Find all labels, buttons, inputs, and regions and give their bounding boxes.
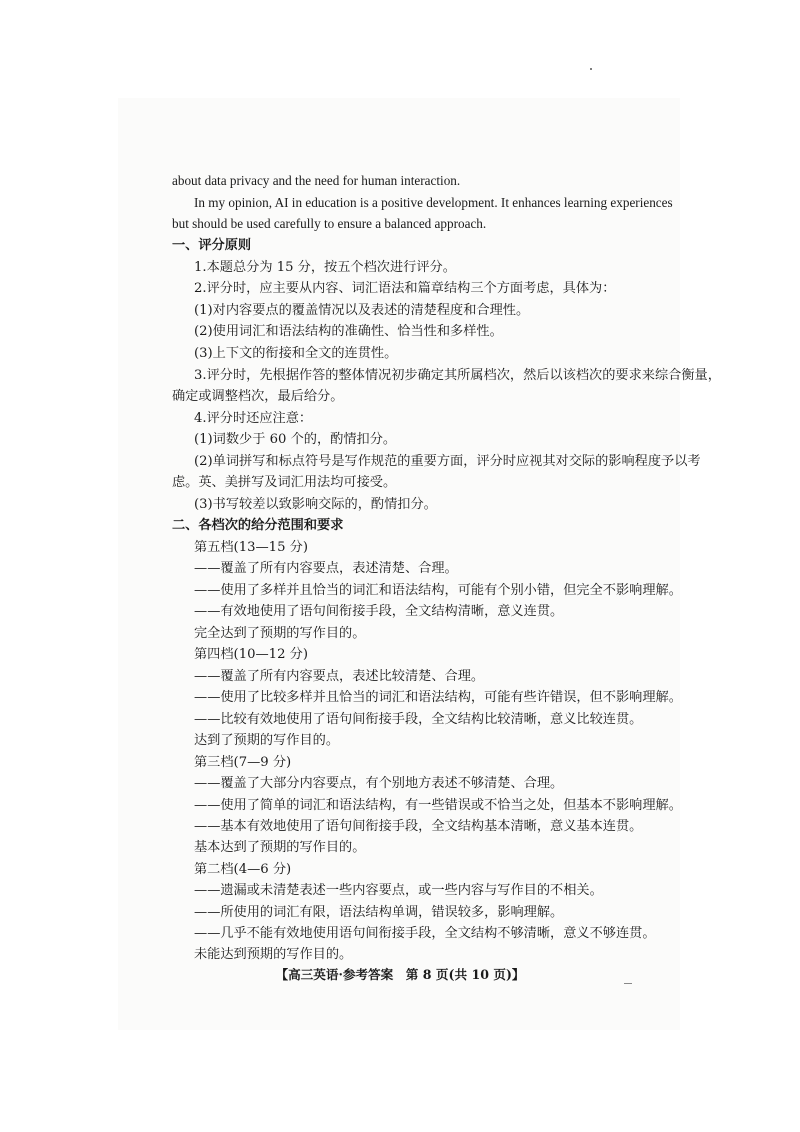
rule-4-item-3: (3)书写较差以致影响交际的，酌情扣分。: [194, 497, 437, 512]
grade-4-title: 第四档(10—12 分): [194, 647, 308, 662]
page-footer: 【高三英语·参考答案 第 8 页(共 10 页)】: [275, 967, 525, 982]
grade-4-line-1: ——覆盖了所有内容要点，表述比较清楚、合理。: [194, 669, 485, 684]
rule-2-item-2: (2)使用词汇和语法结构的准确性、恰当性和多样性。: [194, 324, 503, 339]
grade-5-line-4: 完全达到了预期的写作目的。: [194, 626, 366, 641]
grade-5-line-3: ——有效地使用了语句间衔接手段，全文结构清晰，意义连贯。: [194, 604, 564, 619]
grade-2-line-1: ——遗漏或未清楚表述一些内容要点，或一些内容与写作目的不相关。: [194, 883, 603, 898]
rule-2-item-1: (1)对内容要点的覆盖情况以及表述的清楚程度和合理性。: [194, 303, 530, 318]
section-1-title: 一、评分原则: [172, 238, 252, 253]
rule-2: 2.评分时，应主要从内容、词汇语法和篇章结构三个方面考虑，具体为：: [194, 281, 616, 296]
rule-4-item-2-line-2: 虑。英、美拼写及词汇用法均可接受。: [172, 475, 397, 490]
grade-2-line-2: ——所使用的词汇有限，语法结构单调，错误较多，影响理解。: [194, 905, 564, 920]
grade-2-title: 第二档(4—6 分): [194, 862, 292, 877]
essay-opinion-line-1: In my opinion, AI in education is a positive development. It enhances learning experiences: [194, 195, 673, 210]
grade-3-line-2: ——使用了简单的词汇和语法结构，有一些错误或不恰当之处，但基本不影响理解。: [194, 798, 682, 813]
grade-3-title: 第三档(7—9 分): [194, 755, 292, 770]
grade-5-title: 第五档(13—15 分): [194, 540, 308, 555]
grade-4-line-4: 达到了预期的写作目的。: [194, 733, 340, 748]
section-2-title: 二、各档次的给分范围和要求: [172, 518, 344, 533]
rule-2-item-3: (3)上下文的衔接和全文的连贯性。: [194, 346, 398, 361]
scan-speck: [590, 68, 592, 70]
rule-3-line-2: 确定或调整档次，最后给分。: [172, 389, 344, 404]
grade-2-line-4: 未能达到预期的写作目的。: [194, 947, 353, 962]
rule-4-item-1: (1)词数少于 60 个的，酌情扣分。: [194, 432, 397, 447]
rule-4-item-2-line-1: (2)单词拼写和标点符号是写作规范的重要方面，评分时应视其对交际的影响程度予以考: [194, 454, 701, 469]
grade-4-line-3: ——比较有效地使用了语句间衔接手段，全文结构比较清晰，意义比较连贯。: [194, 712, 643, 727]
rule-1: 1.本题总分为 15 分，按五个档次进行评分。: [194, 260, 456, 275]
grade-3-line-1: ——覆盖了大部分内容要点，有个别地方表述不够清楚、合理。: [194, 776, 564, 791]
essay-opinion-line-2: but should be used carefully to ensure a balanced approach.: [172, 216, 487, 231]
rule-3-line-1: 3.评分时，先根据作答的整体情况初步确定其所属档次，然后以该档次的要求来综合衡量，: [194, 368, 721, 383]
rule-4: 4.评分时还应注意：: [194, 411, 313, 426]
grade-2-line-3: ——几乎不能有效地使用语句间衔接手段，全文结构不够清晰，意义不够连贯。: [194, 926, 656, 941]
grade-4-line-2: ——使用了比较多样并且恰当的词汇和语法结构，可能有些许错误，但不影响理解。: [194, 690, 682, 705]
grade-5-line-1: ——覆盖了所有内容要点，表述清楚、合理。: [194, 561, 458, 576]
essay-tail-line: about data privacy and the need for human interaction.: [172, 173, 461, 188]
grade-5-line-2: ——使用了多样并且恰当的词汇和语法结构，可能有个别小错，但完全不影响理解。: [194, 583, 682, 598]
grade-3-line-3: ——基本有效地使用了语句间衔接手段，全文结构基本清晰，意义基本连贯。: [194, 819, 643, 834]
grade-3-line-4: 基本达到了预期的写作目的。: [194, 840, 366, 855]
